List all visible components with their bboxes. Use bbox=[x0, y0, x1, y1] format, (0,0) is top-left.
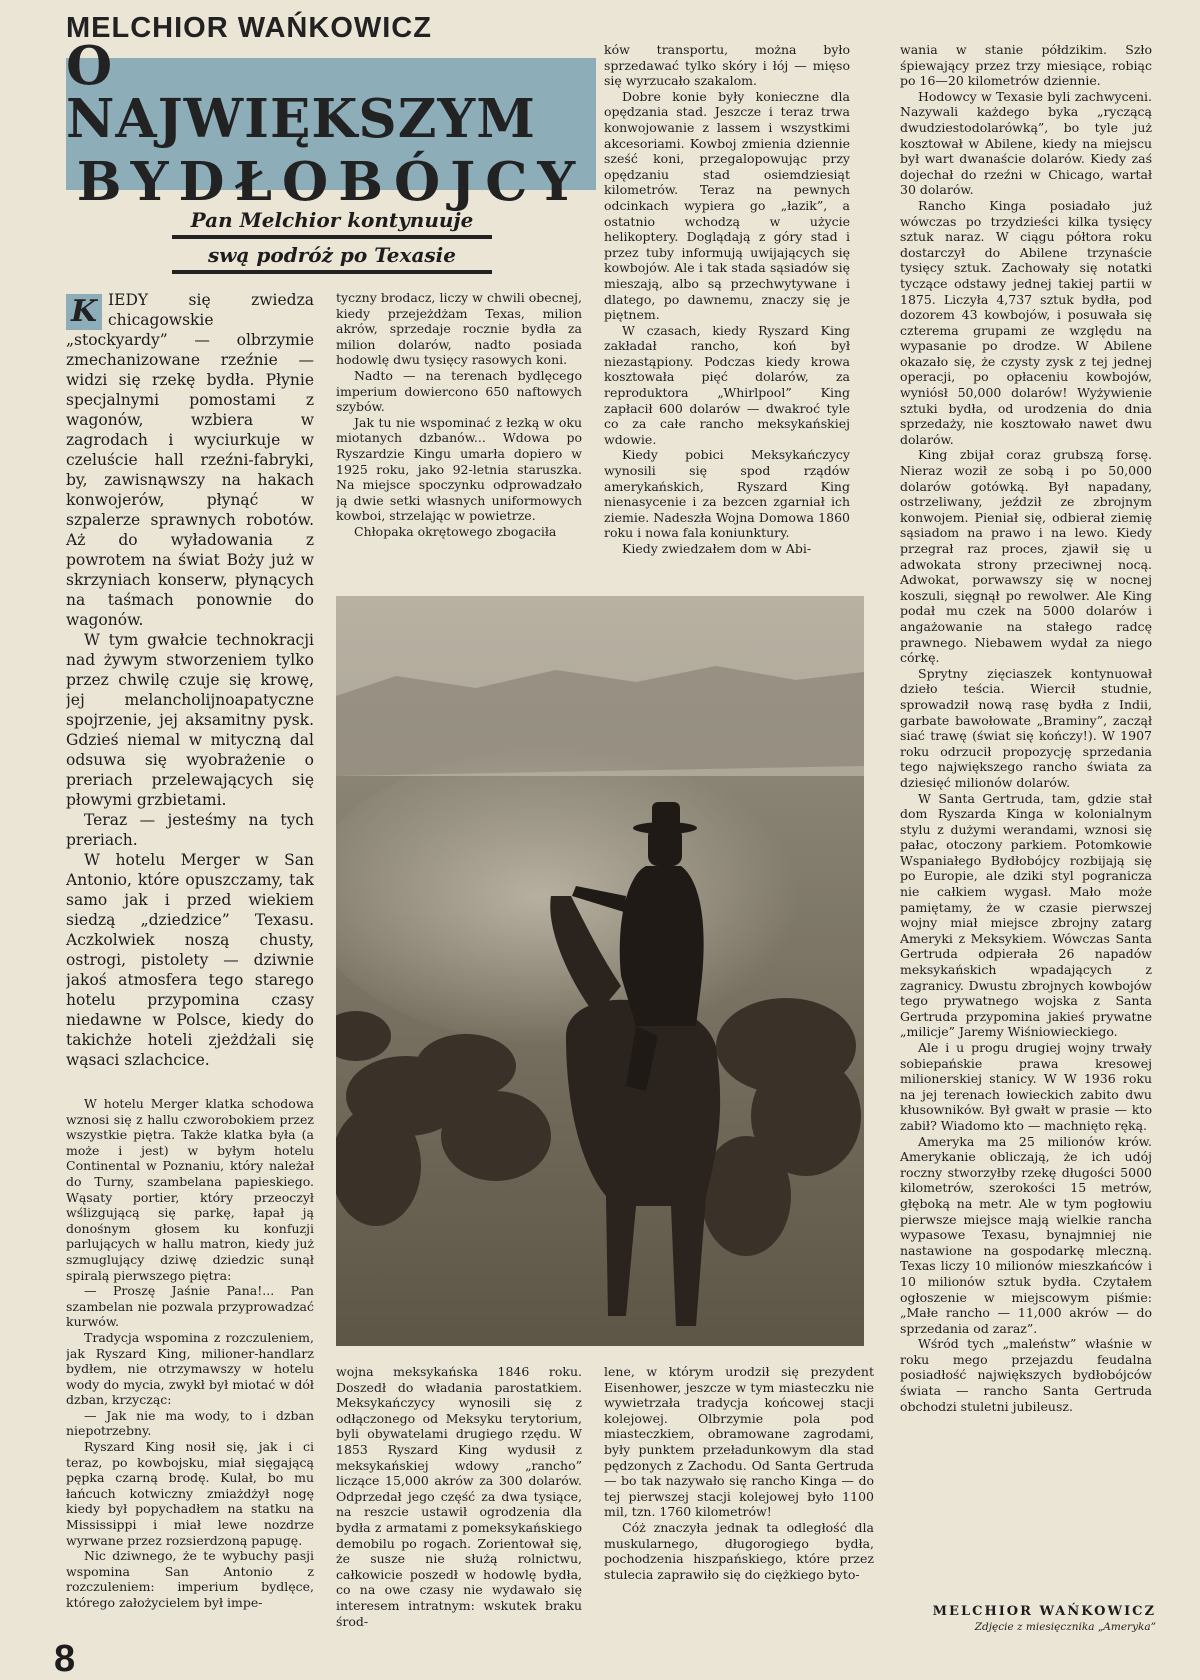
paragraph: Wśród tych „maleństw” właśnie w roku mego przejazdu feudalna posiadłość największych bydłobójców świata — rancho Santa Gertruda obchodzi stuletni jubileusz. bbox=[900, 1336, 1152, 1414]
column-2 bbox=[336, 290, 582, 586]
paragraph bbox=[66, 290, 314, 630]
paragraph: W hotelu Merger w San Antonio, które opuszczamy, tak samo jak i przed wiekiem siedzą „dziedzice” Texasu. Aczkolwiek noszą chusty, ostrogi, pistolety — dziwnie jakoś atmosfera tego starego hotelu przypomina czasy niedawne w Polsce, kiedy do takichże hoteli zjeżdżali się wąsaci szlachcice. bbox=[66, 851, 314, 1069]
paragraph: Chłopaka okrętowego zbogaciła bbox=[354, 523, 557, 539]
paragraph: Ryszard King nosił się, jak i ci teraz, po kowbojsku, miał sięgającą pępka czarną brodę. Kulał, bo mu łańcuch kotwiczny zmiażdżył nogę kiedy był popychadłem na statku na Mississippi i miał lewe nozdrze wyrwane przez rozsierdzoną papugę. bbox=[66, 1439, 314, 1548]
paragraph: W czasach, kiedy Ryszard King zakładał rancho, koń był niezastąpiony. Podczas kiedy krowa kosztowała pięć dolarów, za reproduktora „Whirlpool” King zapłacił 600 dolarów — dwakroć tyle co za całe rancho meksykańskiej wdowie. bbox=[604, 322, 850, 447]
signature-block bbox=[888, 1604, 1156, 1633]
title-line-2: BYDŁOBÓJCY bbox=[76, 150, 586, 213]
subtitle-line-1: Pan Melchior kontynuuje bbox=[172, 210, 492, 239]
title-box bbox=[66, 34, 596, 213]
paragraph: W Santa Gertruda, tam, gdzie stał dom Ryszarda Kinga w kolonialnym stylu z dużymi werandami, wznosi się pałac, otoczony parkiem. Potomkowie Wspaniałego Bydłobójcy rozbijają się po Europie, ale dziki styl pogranicza nie całkiem wygasł. Mało może pamiętamy, że w czasie pierwszej wojny miał miejsce zbrojny zatarg Ameryki z Meksykiem. Wówczas Santa Gertruda odpierała 26 napadów meksykańskich wpadających z zagranicy. Dwustu zbrojnych kowbojów tego prywatnego wojska z Santa Gertruda przypomina jakieś prywatne „milicje” Jaremy Wiśniowieckiego. bbox=[900, 790, 1152, 1040]
page-number: 8 bbox=[54, 1638, 76, 1680]
paragraph: Rancho Kinga posiadało już wówczas po trzydzieści kilka tysięcy sztuk naraz. W ciągu półtora roku dostarczył do Abilene trzynaście tysięcy sztuk. Zachowały się notatki tyczące odstawy jednej takiej partii w 1875. Liczyła 4,737 sztuk bydła, pod dozorem 43 kowbojów, i posuwała się czterema grupami ze względu na wypasanie po drodze. W Abilene okazało się, że czysty zysk z tej jednej operacji, po opłaceniu kowbojów, wyniósł 50,000 dolarów! Wyżywienie sztuki bydła, od urodzenia do dnia sprzedaży, nie kosztowało nawet dwu dolarów. bbox=[900, 197, 1152, 447]
paragraph: Cóż znaczyła jednak ta odległość dla muskularnego, długorogiego bydła, pochodzenia hiszpańskiego, które przez stulecia zaprawiło się do ciężkiego byto- bbox=[604, 1519, 874, 1582]
author-heading: MELCHIOR WAŃKOWICZ bbox=[66, 12, 432, 44]
paragraph: wojna meksykańska 1846 roku. Doszedł do władania parostatkiem. Meksykańczycy wynosili się z odłączonego od Meksyku terytorium, byli obywatelami drugiego rzędu. W 1853 Ryszard King wydusił z meksykańskiej wdowy „rancho” liczące 15,000 akrów za 300 dolarów. Odprzedał jego część za dwa tysiące, na reszcie ustawił ogrodzenia dla bydła z armatami z pomeksykańskiego demobilu po rogach. Zorientował się, że susze nie służą rolnictwu, całkowicie poszedł w hodowlę bydła, co na owe czasy nie wydawało się interesem intratnym: wskutek braku środ- bbox=[336, 1364, 582, 1629]
column-1 bbox=[66, 290, 314, 1090]
paragraph: King zbijał coraz grubszą forsę. Nieraz woził ze sobą i po 50,000 dolarów gotówką. Był napadany, ostrzeliwany, jeździł ze zbrojnym konwojem. Pieniał się, odbierał ziemię sąsiadom na prawo i na lewo. Kiedy przegrał raz proces, zjawił się u adwokata strony przeciwnej nocą. Adwokat, porwawszy się w nocnej koszuli, sięgnął po rewolwer. Ale King podał mu czek na 5000 dolarów i angażowanie na stałego radcę prawnego. Niebawem wydał za niego córkę. bbox=[900, 447, 1152, 666]
column-3-lower bbox=[604, 1364, 874, 1664]
paragraph: tyczny brodacz, liczy w chwili obecnej, kiedy przejeżdżam Texas, milion akrów, sprzedaje rocznie bydła za milion dolarów, nadto posiada hodowlę dwu tysięcy rasowych koni. bbox=[336, 290, 582, 368]
photo-credit: Zdjęcie z miesięcznika „Ameryka” bbox=[974, 1621, 1156, 1633]
subtitle bbox=[172, 210, 492, 280]
paragraph: Ameryka ma 25 milionów krów. Amerykanie obliczają, że ich udój roczny stworzyłby rzekę długości 5000 kilometrów, szerokości 15 metrów, głęboką na metr. Ale w tym pogłowiu pierwsze miejsce mają wielkie rancha wypasowe Texasu, bynajmniej nie nastawione na gospodarkę mleczną. Texas liczy 10 milionów mieszkańców i 10 milionów sztuk bydła. Czytałem ogłoszenie w miejscowym piśmie: „Małe rancho — 11,000 akrów — do sprzedania od zaraz”. bbox=[900, 1133, 1152, 1336]
column-3 bbox=[604, 42, 850, 588]
paragraph: Ale i u progu drugiej wojny trwały sobiepańskie prawa kresowej milionerskiej stanicy. W W 1936 roku na jej terenach łowieckich zabito dwu kłusowników. Był gwałt w prasie — kto zabił? Wiadomo kto — machnięto ręką. bbox=[900, 1040, 1152, 1133]
paragraph: Kiedy zwiedzałem dom w Abi- bbox=[622, 541, 812, 556]
cowboy-photo bbox=[336, 596, 864, 1346]
paragraph: wania w stanie półdzikim. Szło śpiewający przez trzy miesiące, robiąc po 16—20 kilometrów dziennie. bbox=[900, 42, 1152, 89]
paragraph: Kiedy pobici Meksykańczycy wynosili się spod rządów amerykańskich, Ryszard King nienasycenie i za bezcen zgarniał ich ziemie. Nadeszła Wojna Domowa 1860 roku i nowa fala koniunktury. bbox=[604, 447, 850, 541]
drop-cap: K bbox=[66, 294, 102, 330]
paragraph: Teraz — jesteśmy na tych preriach. bbox=[66, 811, 314, 849]
paragraph: Sprytny zięciaszek kontynuował dzieło teścia. Wiercił studnie, sprowadził nową rasę bydła z Indii, garbate bawołowate „Braminy”, zaczął siać trawę (świat się kończy!). W 1907 roku odrzucił propozycję sprzedania tego największego rancho świata za dziesięć milionów dolarów. bbox=[900, 665, 1152, 790]
paragraph: Nadto — na terenach bydlęcego imperium dowiercono 650 naftowych szybów. bbox=[336, 367, 582, 415]
signature-author: MELCHIOR WAŃKOWICZ bbox=[932, 1604, 1156, 1619]
column-1-lower bbox=[66, 1096, 314, 1656]
paragraph: — Jak nie ma wody, to i dzban niepotrzebny. bbox=[66, 1407, 314, 1439]
paragraph: ków transportu, można było sprzedawać tylko skóry i łój — mięso się wyrzucało szakalom. bbox=[604, 42, 850, 89]
paragraph-text: IEDY się zwiedza chicagowskie „stockyardy” — olbrzymie zmechanizowane rzeźnie — widzi się rzekę bydła. Płynie specjalnymi pomostami z wagonów, wzbiera w zagrodach i wyciurkuje w czeluście hall rzeźni-fabryki, by, zawisnąwszy na hakach konwojerów, płynąć w szpalerze sprawnych robotów. Aż do wyładowania z powrotem na świat Boży już w skrzyniach konserw, płynących na taśmach ponownie do wagonów. bbox=[66, 291, 314, 629]
paragraph: — Proszę Jaśnie Pana!... Pan szambelan nie pozwala przyprowadzać kurwów. bbox=[66, 1283, 314, 1330]
paragraph: Jak tu nie wspominać z łezką w oku miotanych dzbanów... Wdowa po Ryszardzie Kingu umarła dopiero w 1925 roku, jako 92-letnia staruszka. Na miejsce spoczynku odprowadzało ją dwie setki własnych uniformowych kowboi, strzelając w powietrze. bbox=[336, 414, 582, 524]
paragraph: Nic dziwnego, że te wybuchy pasji wspomina San Antonio z rozczuleniem: imperium bydlęce, którego założycielem był impe- bbox=[66, 1548, 314, 1610]
paragraph: lene, w którym urodził się prezydent Eisenhower, jeszcze w tym miasteczku nie wywietrzała tradycja końcowej stacji kolejowej. Olbrzymie pola pod miasteczkiem, obramowane zagrodami, były punktem przeładunkowym dla stad pędzonych z Zachodu. Od Santa Gertruda — bo tak nazywało się rancho Kinga — do tej pierwszej stacji kolejowej było 1100 mil, tzn. 1760 kilometrów! bbox=[604, 1364, 874, 1520]
paragraph: W hotelu Merger klatka schodowa wznosi się z hallu czworobokiem przez wszystkie piętra. Także klatka była (a może i jest) w byłym hotelu Continental w Poznaniu, który należał do Turny, szambelana papieskiego. Wąsaty portier, który przeoczył wślizgującą się parkę, łapał ją donośnym głosem ku konfuzji parlujących w hallu matron, kiedy już szmuglujący dziwę dziedzic sunął spiralą pierwszego piętra: bbox=[66, 1096, 314, 1283]
column-2-lower bbox=[336, 1364, 582, 1664]
subtitle-line-2: swą podróż po Texasie bbox=[172, 245, 492, 274]
column-4 bbox=[900, 42, 1152, 1602]
paragraph: Tradycja wspomina z rozczuleniem, jak Ryszard King, milioner-handlarz bydłem, nie otrzymawszy w hotelu wody do mycia, zwykł był miotać w dół dzban, krzycząc: bbox=[66, 1329, 314, 1408]
paragraph: W tym gwałcie technokracji nad żywym stworzeniem tylko przez chwilę czuje się krowę, jej melancholijnoapatyczne spojrzenie, jej aksamitny pysk. Gdzieś niemal w mityczną dal odsuwa się wyobrażenie o preriach przelewających się płowymi grzbietami. bbox=[66, 631, 314, 809]
title-line-1: O NAJWIĘKSZYM bbox=[66, 34, 536, 150]
paragraph: Dobre konie były konieczne dla opędzania stad. Jeszcze i teraz trwa konwojowanie z lassem i wszystkimi akcesoriami. Kowboj zmienia dziennie sześć koni, przegalopowując przy opędzaniu stad osiemdziesiąt kilometrów. Teraz na pewnych odcinkach wypiera go „łazik”, a ostatnio wchodzą w użycie helikoptery. Doglądają z góry stad i przez tuby informują uwijających się kowbojów. Ale i tak stada sąsiadów się mieszają, albo są przechwytywane i dlatego, po dawnemu, znaczy się je piętnem. bbox=[604, 88, 850, 323]
cowboy-on-horse-image bbox=[336, 596, 864, 1346]
paragraph: Hodowcy w Texasie byli zachwyceni. Nazywali każdego byka „ryczącą dwudziestodolarówką”, bo tyle już kosztował w Abilene, kiedy na miejscu był wart dwanaście dolarów. Kiedy zaś dojechał do rzeźni w Chicago, wartał 30 dolarów. bbox=[900, 88, 1152, 198]
